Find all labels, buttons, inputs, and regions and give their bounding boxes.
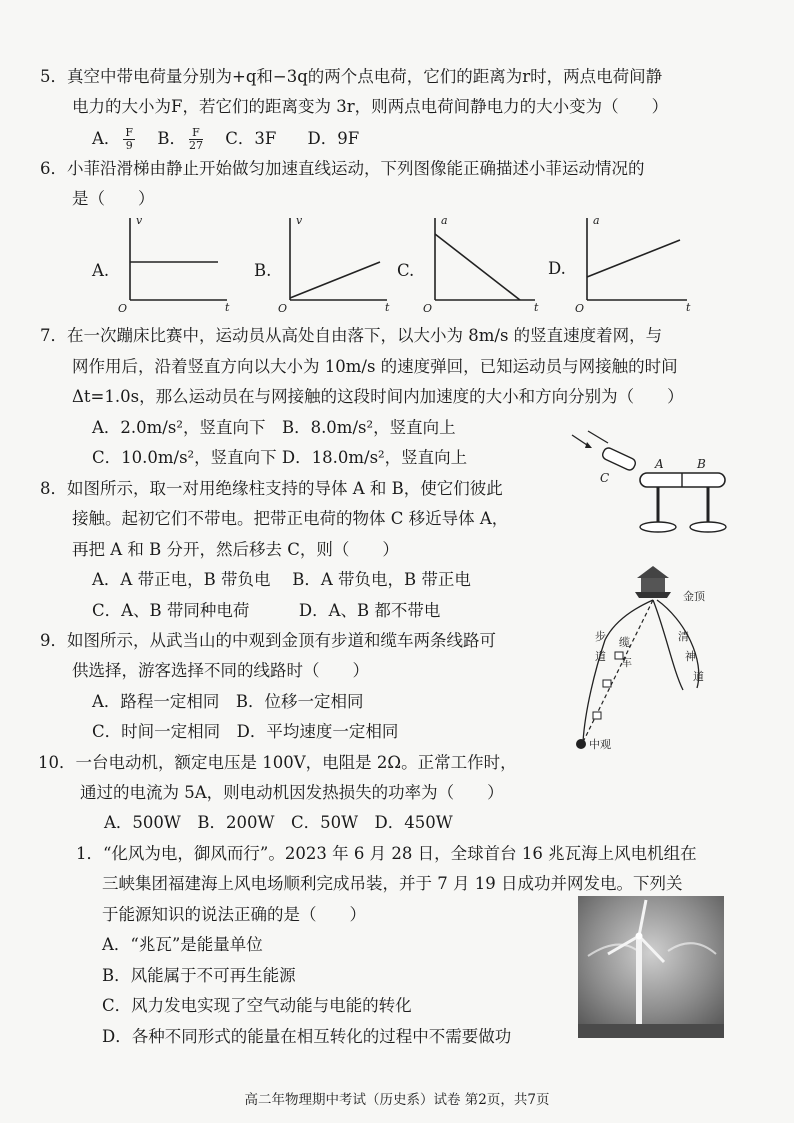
- q5-a-denominator: 9: [125, 139, 133, 152]
- q6-graph-d-label: D.: [548, 259, 566, 278]
- cable-car-line: [583, 600, 653, 742]
- label-jinding: 金顶: [683, 590, 705, 603]
- x-axis-label: t: [534, 301, 539, 314]
- q6-graph-d: [572, 212, 697, 315]
- q11-stem-line3: 于能源知识的说法正确的是（ ）: [102, 905, 366, 924]
- y-axis-label: v: [296, 214, 303, 227]
- q5-stem-line2: 电力的大小为F，若它们的距离变为 3r，则两点电荷间静电力的大小变为（ ）: [72, 97, 669, 116]
- q7-stem-line2: 网作用后，沿着竖直方向以大小为 10m/s 的速度弹回，已知运动员与网接触的时间: [72, 357, 678, 376]
- q11-stem-line1: 1．“化风为电，御风而行”。2023 年 6 月 28 日，全球首台 16 兆瓦海上风电机组在: [76, 844, 697, 863]
- q6-graph-c-label: C.: [397, 261, 415, 280]
- graph-line: [587, 240, 680, 277]
- label-zhongguan: 中观: [589, 738, 611, 751]
- q8-conductor-figure: [560, 425, 735, 540]
- origin-label: O: [423, 302, 433, 315]
- start-point: [576, 739, 586, 749]
- q8-options-ab: A．A 带正电，B 带负电 B．A 带负电，B 带正电: [92, 570, 471, 589]
- temple-roof: [637, 566, 669, 578]
- q10-stem-line2: 通过的电流为 5A，则电动机因发热损失的功率为（ ）: [80, 783, 504, 802]
- cable-car-2: [603, 680, 611, 687]
- cable-car-3: [593, 712, 601, 719]
- temple-base: [635, 592, 671, 598]
- q5-a-numerator: F: [125, 126, 134, 139]
- q6-stem-line1: 6．小菲沿滑梯由静止开始做匀加速直线运动，下列图像能正确描述小菲运动情况的: [40, 159, 645, 178]
- q11-option-b: B．风能属于不可再生能源: [102, 966, 296, 985]
- label-lan: 缆: [619, 636, 630, 649]
- page-footer: 高二年物理期中考试（历史系）试卷 第2页，共7页: [244, 1092, 550, 1108]
- q7-stem-line3: Δt=1.0s，那么运动员在与网接触的这段时间内加速度的大小和方向分别为（ ）: [72, 387, 684, 406]
- temple-body: [641, 578, 665, 592]
- q11-option-a: A．“兆瓦”是能量单位: [102, 935, 263, 954]
- motion-arrow-line-2: [588, 431, 608, 443]
- turbine-hub: [636, 933, 643, 940]
- q6-graph-b: [275, 212, 395, 315]
- q9-stem-line2: 供选择，游客选择不同的线路时（ ）: [72, 661, 369, 680]
- q6-graph-a: [115, 212, 235, 315]
- origin-label: O: [278, 302, 288, 315]
- q10-stem-line1: 10．一台电动机，额定电压是 100V，电阻是 2Ω。正常工作时，: [38, 753, 517, 772]
- q10-options: A．500W B．200W C．50W D．450W: [104, 813, 453, 832]
- base-b: [690, 522, 726, 532]
- q9-map-figure: [565, 560, 735, 760]
- q6-graph-b-label: B.: [254, 261, 272, 280]
- q5-b-denominator: 27: [188, 139, 203, 152]
- label-a: A: [655, 457, 664, 471]
- path-3: [653, 600, 683, 690]
- label-dao: 道: [595, 650, 606, 663]
- q8-stem-line3: 再把 A 和 B 分开，然后移去 C，则（ ）: [72, 540, 399, 559]
- x-axis-label: t: [225, 301, 230, 314]
- label-qing: 清: [678, 630, 689, 643]
- y-axis-label: a: [441, 214, 448, 227]
- q8-options-cd: C．A、B 带同种电荷 D．A、B 都不带电: [92, 601, 441, 620]
- label-dao-2: 道: [693, 670, 704, 683]
- label-bu: 步: [595, 630, 606, 643]
- label-che: 车: [621, 656, 632, 669]
- q5-option-b-fraction: [189, 127, 203, 152]
- q5-options: [92, 127, 359, 152]
- label-shen: 神: [685, 650, 696, 663]
- q5-option-b-label: B．: [157, 129, 186, 148]
- q8-stem-line2: 接触。起初它们不带电。把带正电荷的物体 C 移近导体 A，: [72, 509, 509, 528]
- x-axis-label: t: [385, 301, 390, 314]
- origin-label: O: [118, 302, 128, 315]
- q7-stem-line1: 7．在一次蹦床比赛中，运动员从高处自由落下，以大小为 8m/s 的竖直速度着网，与: [40, 326, 663, 345]
- x-axis-label: t: [686, 301, 691, 314]
- q5-option-c: C．3F: [225, 129, 277, 148]
- label-c: C: [600, 471, 610, 485]
- q5-stem-line1: 5．真空中带电荷量分别为+q和−3q的两个点电荷，它们的距离为r时，两点电荷间静: [40, 67, 663, 86]
- q6-graph-c: [420, 212, 545, 315]
- q9-options-ab: A．路程一定相同 B．位移一定相同: [92, 692, 364, 711]
- origin-label: O: [575, 302, 585, 315]
- q11-stem-line2: 三峡集团福建海上风电场顺利完成吊装，并于 7 月 19 日成功并网发电。下列关: [102, 874, 683, 893]
- graph-line: [290, 262, 380, 298]
- y-axis-label: v: [136, 214, 143, 227]
- q5-option-a-label: A．: [92, 129, 121, 148]
- q5-b-numerator: F: [189, 127, 203, 140]
- q5-option-a-fraction: [123, 127, 135, 152]
- q7-options-ab: A．2.0m/s²，竖直向下 B．8.0m/s²，竖直向上: [92, 418, 456, 437]
- graph-line: [435, 234, 520, 300]
- wind-turbine-photo: [578, 896, 724, 1038]
- turbine-tower: [636, 936, 642, 1032]
- sea-surface: [578, 1024, 724, 1038]
- motion-arrow-head: [585, 442, 592, 448]
- q6-graph-a-label: A.: [92, 261, 110, 280]
- y-axis-label: a: [593, 214, 600, 227]
- q8-stem-line1: 8．如图所示，取一对用绝缘柱支持的导体 A 和 B，使它们彼此: [40, 479, 503, 498]
- q6-stem-line2: 是（ ）: [72, 189, 155, 208]
- q9-stem-line1: 9．如图所示，从武当山的中观到金顶有步道和缆车两条线路可: [40, 631, 496, 650]
- label-b: B: [697, 457, 706, 471]
- q11-option-c: C．风力发电实现了空气动能与电能的转化: [102, 996, 412, 1015]
- q7-options-cd: C．10.0m/s²，竖直向下 D．18.0m/s²，竖直向上: [92, 448, 468, 467]
- charged-rod-c: [601, 446, 637, 471]
- q9-options-cd: C．时间一定相同 D．平均速度一定相同: [92, 722, 399, 741]
- base-a: [640, 522, 676, 532]
- q11-option-d: D．各种不同形式的能量在相互转化的过程中不需要做功: [102, 1027, 512, 1046]
- photo-background: [578, 896, 724, 1038]
- q5-option-d: D．9F: [307, 129, 360, 148]
